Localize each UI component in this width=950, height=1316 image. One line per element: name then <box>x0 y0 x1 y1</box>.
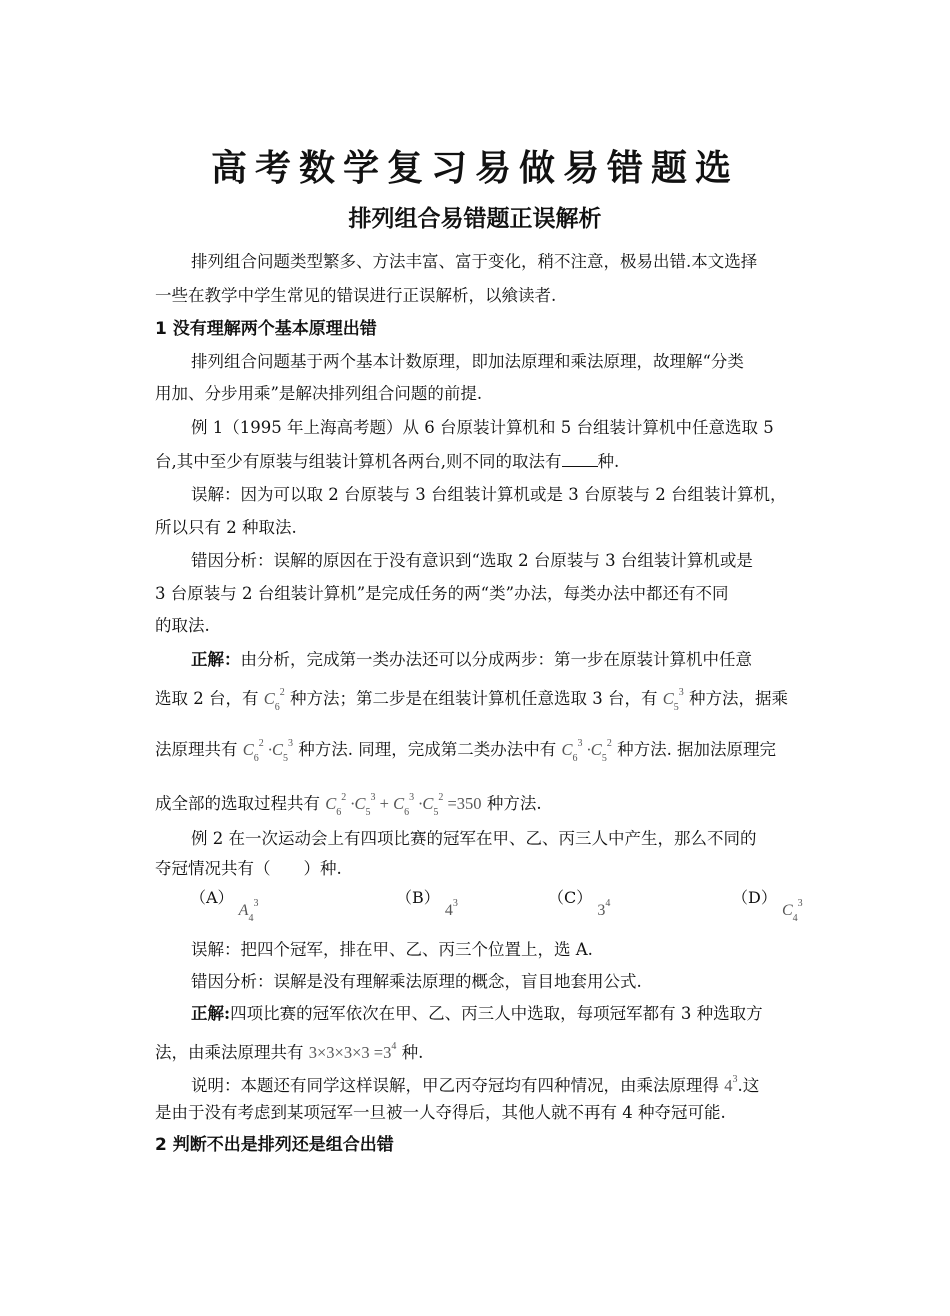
wrong-solution-line-2: 所以只有 2 种取法. <box>155 518 297 537</box>
formula-3x3x3x3: $3\times 3\times 3\times 3 =3^4$ <box>308 1041 397 1062</box>
intro-line-1: 排列组合问题类型繁多、方法丰富、富于变化，稍不注意，极易出错.本文选择 <box>191 252 758 271</box>
section-1-heading: 1 没有理解两个基本原理出错 <box>155 319 377 339</box>
option-a <box>190 885 259 924</box>
ex2-correct-solution-line-2 <box>155 1035 423 1065</box>
document-title: 高考数学复习易做易错题选 <box>210 147 739 189</box>
note-text: 说明：本题还有同学这样误解，甲乙丙夺冠均有四种情况，由乘法原理得 <box>191 1076 719 1095</box>
formula-4-cubed: $4^3$ <box>724 1074 738 1095</box>
solution-text: 选取 2 台，有 <box>155 689 259 708</box>
option-d-formula: $C_4^3$ <box>781 898 803 924</box>
formula-c62: $C_6^2$ <box>263 687 285 713</box>
ex2-error-analysis: 错因分析：误解是没有理解乘法原理的概念，盲目地套用公式. <box>191 972 642 991</box>
solution-text: 成全部的选取过程共有 <box>155 794 320 813</box>
note-text: .这 <box>737 1076 760 1095</box>
ex2-wrong-solution: 误解：把四个冠军，排在甲、乙、丙三个位置上，选 A. <box>191 940 593 959</box>
correct-solution-text: 由分析，完成第一类办法还可以分成两步：第一步在原装计算机中任意 <box>240 650 752 669</box>
error-analysis-line-2: 3 台原装与 2 台组装计算机”是完成任务的两“类”办法，每类办法中都还有不同 <box>155 584 729 603</box>
intro-line-2: 一些在教学中学生常见的错误进行正误解析，以飨读者. <box>155 286 557 305</box>
solution-text: 种方法；第二步是在组装计算机任意选取 3 台，有 <box>290 689 658 708</box>
correct-solution-label: 正解： <box>191 650 241 669</box>
formula-c62-c53: $C_6^2 \cdot C_5^3$ <box>242 738 294 764</box>
sec1-para-line-2: 用加、分步用乘”是解决排列组合问题的前提. <box>155 384 483 403</box>
option-a-formula: $A_4^3$ <box>238 898 259 924</box>
ex2-solution-text: 法，由乘法原理共有 <box>155 1043 304 1062</box>
example-1-tail: 种. <box>597 452 620 471</box>
ex2-correct-solution-line-1 <box>191 1002 763 1026</box>
option-c-formula: $3^4$ <box>597 898 611 919</box>
formula-c63-c52: $C_6^3 \cdot C_5^2$ <box>561 738 612 764</box>
sec1-para-line-1: 排列组合问题基于两个基本计数原理，即加法原理和乘法原理，故理解“分类 <box>191 352 744 371</box>
solution-text: 法原理共有 <box>155 740 238 759</box>
solution-text: 种方法. 据加法原理完 <box>617 740 777 759</box>
correct-solution-line-3 <box>155 732 776 771</box>
example-1-line-1: 例 1（1995 年上海高考题）从 6 台原装计算机和 5 台组装计算机中任意选取 5 <box>191 418 774 437</box>
wrong-solution-line-1: 误解：因为可以取 2 台原装与 3 台组装计算机或是 3 台原装与 2 台组装计算机， <box>191 485 787 504</box>
option-c-label: （C） <box>548 888 593 907</box>
ex2-note-line-1 <box>191 1068 759 1098</box>
option-c <box>548 885 611 919</box>
ex2-correct-solution-label: 正解: <box>191 1004 231 1023</box>
ex2-solution-text: 种. <box>401 1043 424 1062</box>
error-analysis-line-1: 错因分析：误解的原因在于没有意识到“选取 2 台原装与 3 台组装计算机或是 <box>191 551 753 570</box>
option-d-label: （D） <box>732 888 777 907</box>
example-1-line-2 <box>155 450 619 474</box>
example-1-text: 台,其中至少有原装与组装计算机各两台,则不同的取法有 <box>155 452 562 471</box>
ex2-note-line-2: 是由于没有考虑到某项冠军一旦被一人夺得后，其他人就不再有 4 种夺冠可能. <box>155 1103 726 1122</box>
error-analysis-line-3: 的取法. <box>155 616 210 635</box>
formula-c53: $C_5^3$ <box>662 687 684 713</box>
option-b-formula: $4^3$ <box>444 898 458 919</box>
correct-solution-line-2 <box>155 681 788 720</box>
example-2-line-1: 例 2 在一次运动会上有四项比赛的冠军在甲、乙、丙三人中产生，那么不同的 <box>191 829 757 848</box>
solution-text: 种方法，据乘 <box>689 689 789 708</box>
correct-solution-line-4 <box>155 786 542 825</box>
option-a-label: （A） <box>190 888 234 907</box>
document-subtitle: 排列组合易错题正误解析 <box>348 206 602 232</box>
correct-solution-line-1 <box>191 648 752 672</box>
formula-result: =350 <box>447 794 482 813</box>
answer-blank <box>562 452 598 467</box>
solution-text: 种方法. <box>486 794 542 813</box>
option-b <box>396 885 458 919</box>
solution-text: 种方法. 同理，完成第二类办法中有 <box>298 740 557 759</box>
formula-total: $C_6^2 \cdot C_5^3 + C_6^3 \cdot C_5^2 =350$ <box>325 792 482 818</box>
example-2-line-2: 夺冠情况共有（ ）种. <box>155 859 342 878</box>
ex2-solution-text: 四项比赛的冠军依次在甲、乙、丙三人中选取，每项冠军都有 3 种选取方 <box>230 1004 763 1023</box>
section-2-heading: 2 判断不出是排列还是组合出错 <box>155 1135 394 1155</box>
option-d <box>732 885 803 924</box>
option-b-label: （B） <box>396 888 440 907</box>
